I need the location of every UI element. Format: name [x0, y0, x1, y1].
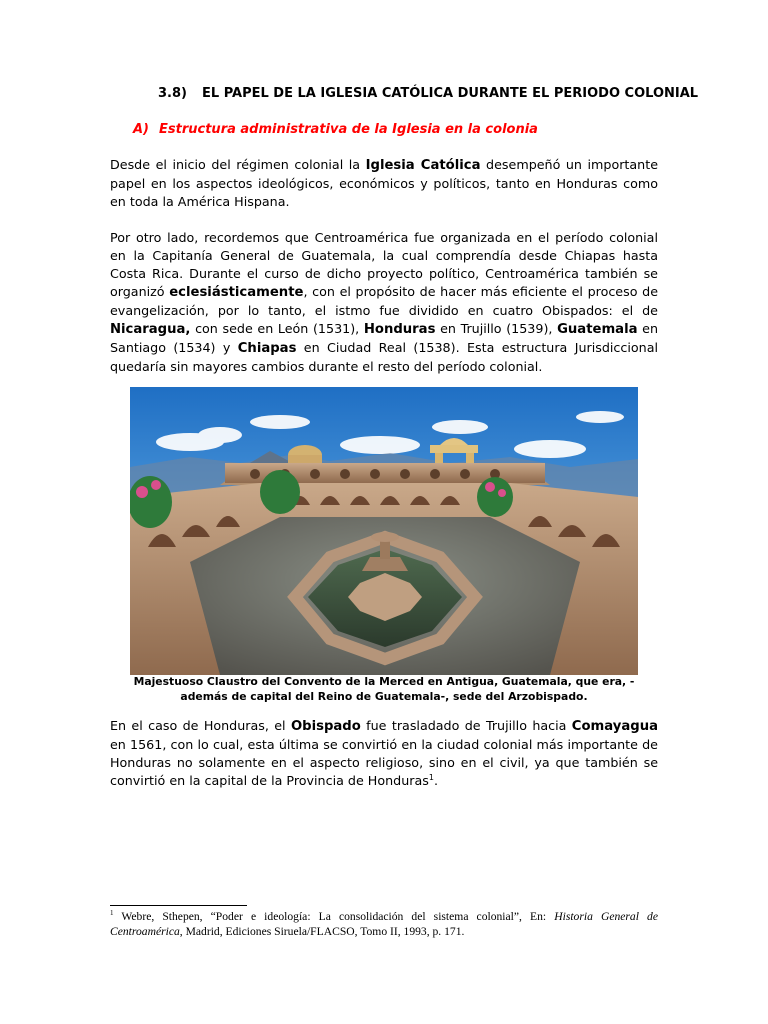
- footnote-number: 1: [110, 909, 114, 918]
- text-run: Desde el inicio del régimen colonial la: [110, 157, 366, 172]
- subsection-heading: [133, 122, 538, 137]
- text-run: en Trujillo (1539),: [435, 321, 558, 336]
- section-title: EL PAPEL DE LA IGLESIA CATÓLICA DURANTE EL PERIODO COLONIAL: [202, 86, 699, 101]
- paragraph-intro: [110, 156, 658, 211]
- text-run: Por otro lado, recordemos que Centroamérica fue organizada en el período colonial en la Capitanía General de Guatemala, la cual comprendía desde Chiapas hasta Costa Rica. Durante el curso de dicho proyecto político, Centroamérica también se organizó: [110, 230, 658, 299]
- text-run: .: [433, 773, 438, 788]
- text-run: desempeñó un importante papel en los aspectos ideológicos, económicos y políticos, tanto en Honduras como en toda la América Hispana.: [110, 157, 659, 209]
- text-run: con sede en León (1531),: [190, 321, 364, 336]
- figure-caption: Majestuoso Claustro del Convento de la Merced en Antigua, Guatemala, que era, -además de capital del Reino de Guatemala-, sede del Arzobispado.: [133, 675, 635, 703]
- subsection-letter: A): [133, 122, 150, 137]
- bold-term: Honduras: [363, 322, 436, 337]
- text-run: en Santiago (1534) y: [110, 321, 658, 355]
- convent-cloister-photo: [130, 387, 638, 675]
- section-number: 3.8): [158, 86, 187, 101]
- text-run: , Madrid, Ediciones Siruela/FLACSO, Tomo II, 1993, p. 171.: [179, 925, 465, 938]
- text-run: En el caso de Honduras, el: [110, 718, 291, 733]
- bold-term: Nicaragua,: [110, 322, 191, 337]
- footnote: [110, 909, 658, 939]
- italic-title: Historia General de Centroamérica: [110, 910, 658, 938]
- paragraph-organization: [110, 229, 658, 376]
- bold-term: eclesiásticamente: [169, 285, 304, 300]
- subsection-title: Estructura administrativa de la Iglesia en la colonia: [159, 122, 538, 137]
- bold-term: Guatemala: [557, 322, 638, 337]
- footnote-separator: [110, 905, 247, 906]
- text-run: , con el propósito de hacer más eficiente el proceso de evangelización, por lo tanto, el istmo fue dividido en cuatro Obispados: el de: [110, 284, 659, 318]
- text-run: en Ciudad Real (1538). Esta estructura Jurisdiccional quedaría sin mayores cambios durante el resto del período colonial.: [110, 340, 658, 374]
- cloister-illustration: [130, 387, 638, 675]
- bold-term: Comayagua: [571, 719, 658, 734]
- paragraph-comayagua: [110, 717, 658, 790]
- text-run: fue trasladado de Trujillo hacia: [360, 718, 572, 733]
- text-run: Webre, Sthepen, “Poder e ideología: La consolidación del sistema colonial”, En:: [113, 910, 555, 923]
- text-run: en 1561, con lo cual, esta última se convirtió en la ciudad colonial más importante de Honduras no solamente en el aspecto religioso, sino en el civil, ya que también se convirtió en la capital de la Provincia de Honduras: [110, 737, 658, 788]
- bold-term: Iglesia Católica: [365, 158, 481, 173]
- footnote-reference: 1: [428, 772, 434, 782]
- bold-term: Chiapas: [237, 341, 297, 356]
- bold-term: Obispado: [290, 719, 361, 734]
